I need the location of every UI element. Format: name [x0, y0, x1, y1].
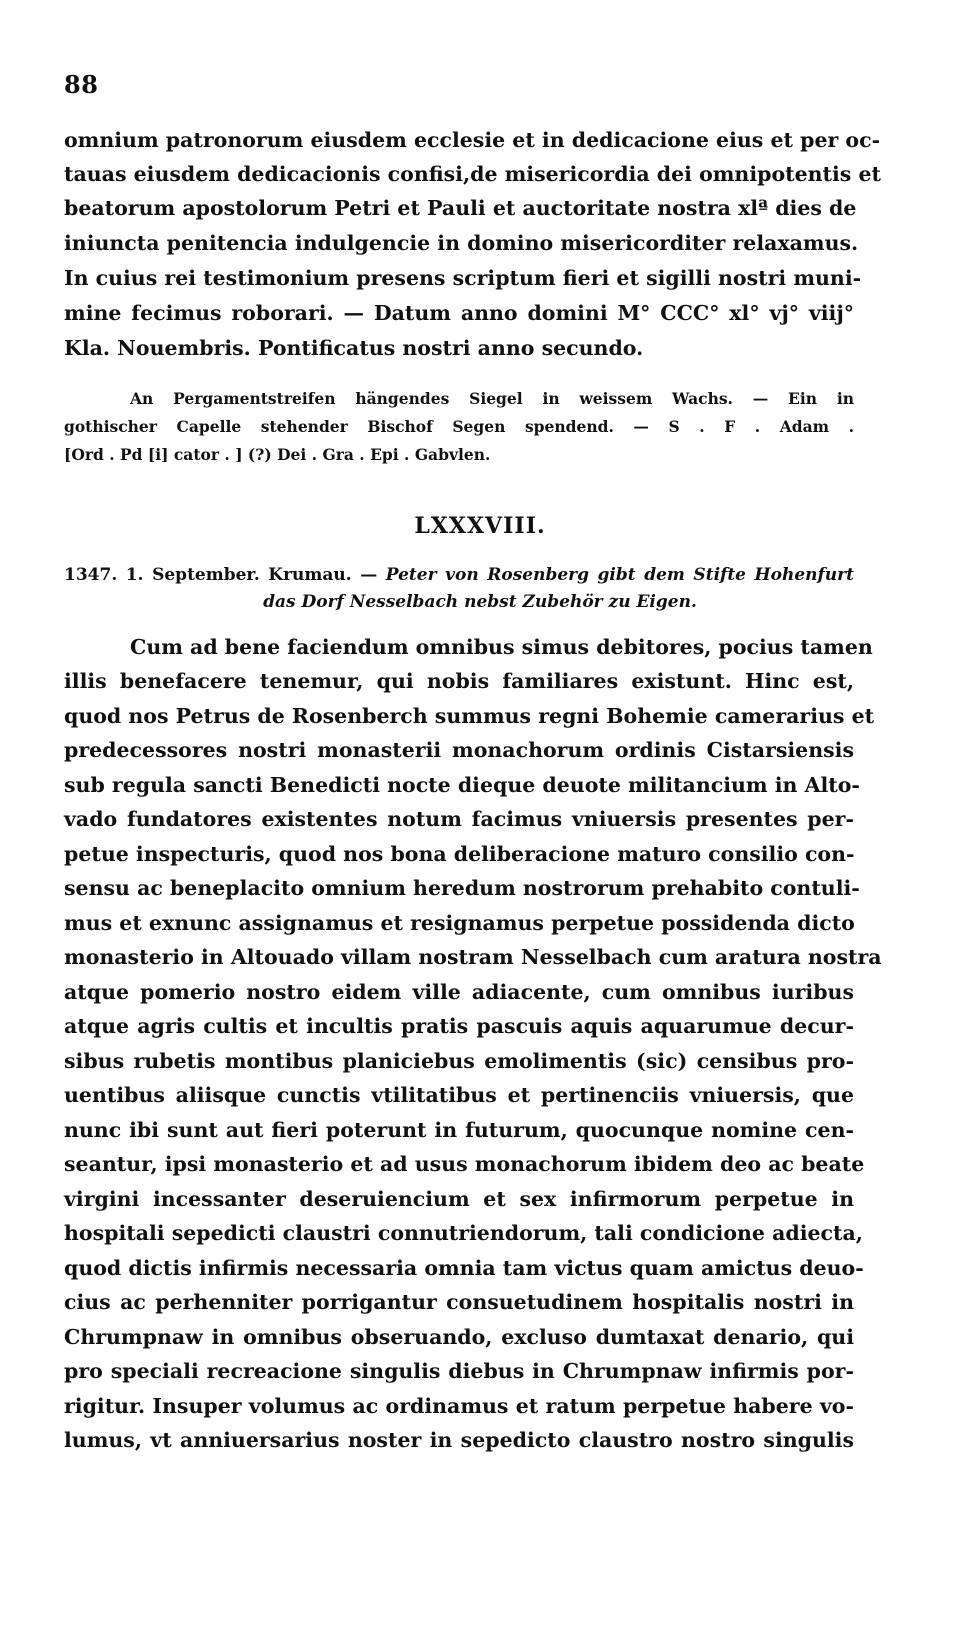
text-line: rigitur. Insuper volumus ac ordinamus et ratum perpetue habere vo- [64, 1394, 854, 1418]
text-line: virgini incessanter deseruiencium et sex infirmorum perpetue in [64, 1187, 854, 1211]
text-line: mus et exnunc assignamus et resignamus perpetue possidenda dicto [64, 911, 855, 935]
text-line: beatorum apostolorum Petri et Pauli et auctoritate nostra xlª dies de [64, 196, 857, 220]
text-line: sub regula sancti Benedicti nocte dieque deuote militancium in Alto- [64, 773, 860, 797]
text-line: iniuncta penitencia indulgencie in domino misericorditer relaxamus. [64, 231, 859, 255]
text-line: seantur, ipsi monasterio et ad usus monachorum ibidem deo ac beate [64, 1152, 865, 1176]
text-line: quod dictis infirmis necessaria omnia tam victus quam amictus deuo- [64, 1256, 864, 1280]
text-line: atque agris cultis et incultis pratis pascuis aquis aquarumue decur- [64, 1014, 854, 1038]
document-number-heading: LXXXVIII. [414, 513, 546, 539]
text-line: illis benefacere tenemur, qui nobis familiares existunt. Hinc est, [64, 669, 854, 693]
text-line: Kla. Nouembris. Pontificatus nostri anno secundo. [64, 336, 644, 360]
text-line: predecessores nostri monasterii monachorum ordinis Cistarsiensis [64, 738, 854, 762]
text-line: monasterio in Altouado villam nostram Nesselbach cum aratura nostra [64, 945, 882, 969]
text-line: omnium patronorum eiusdem ecclesie et in dedicacione eius et per oc- [64, 128, 881, 152]
text-line: vado fundatores existentes notum facimus vniuersis presentes per- [64, 807, 854, 831]
text-line: uentibus aliisque cunctis vtilitatibus et pertinenciis vniuersis, que [64, 1083, 854, 1107]
text-line: hospitali sepedicti claustri connutriendorum, tali condicione adiecta, [64, 1221, 863, 1245]
text-line: nunc ibi sunt aut fieri poterunt in futurum, quocunque nomine cen- [64, 1118, 854, 1142]
regest-summary-1: Peter von Rosenberg gibt dem Stifte Hohenfurt [385, 565, 854, 585]
regest-summary-2: das Dorf Nesselbach nebst Zubehör zu Eigen. [263, 592, 697, 612]
text-line: pro speciali recreacione singulis diebus in Chrumpnaw infirmis por- [64, 1359, 854, 1383]
text-line: Chrumpnaw in omnibus obseruando, excluso dumtaxat denario, qui [64, 1325, 854, 1349]
regest-line-1 [64, 562, 854, 588]
note-line: gothischer Capelle stehender Bischof Segen spendend. — S . F . Adam . [64, 417, 854, 436]
text-line: tauas eiusdem dedicacionis confisi,de misericordia dei omnipotentis et [64, 162, 881, 186]
note-line: [Ord . Pd [i] cator . ] (?) Dei . Gra . Epi . Gabvlen. [64, 445, 491, 464]
text-line: sensu ac beneplacito omnium heredum nostrorum prehabito contuli- [64, 876, 860, 900]
text-line: atque pomerio nostro eidem ville adiacente, cum omnibus iuribus [64, 980, 854, 1004]
text-line: In cuius rei testimonium presens scriptum fieri et sigilli nostri muni- [64, 266, 862, 290]
page-number: 88 [64, 70, 99, 99]
note-line: An Pergamentstreifen hängendes Siegel in weissem Wachs. — Ein in [130, 389, 854, 408]
text-line: mine fecimus roborari. — Datum anno domini M° CCC° xl° vj° viij° [64, 301, 854, 325]
text-line: petue inspecturis, quod nos bona deliberacione maturo consilio con- [64, 842, 855, 866]
text-line: sibus rubetis montibus planiciebus emolimentis (sic) censibus pro- [64, 1049, 854, 1073]
regest-date-place: 1347. 1. September. Krumau. — [64, 565, 386, 585]
text-line: quod nos Petrus de Rosenberch summus regni Bohemie camerarius et [64, 704, 875, 728]
text-line: Cum ad bene faciendum omnibus simus debitores, pocius tamen [130, 635, 873, 659]
text-line: cius ac perhenniter porrigantur consuetudinem hospitalis nostri in [64, 1290, 854, 1314]
text-line: lumus, vt anniuersarius noster in sepedicto claustro nostro singulis [64, 1428, 854, 1452]
